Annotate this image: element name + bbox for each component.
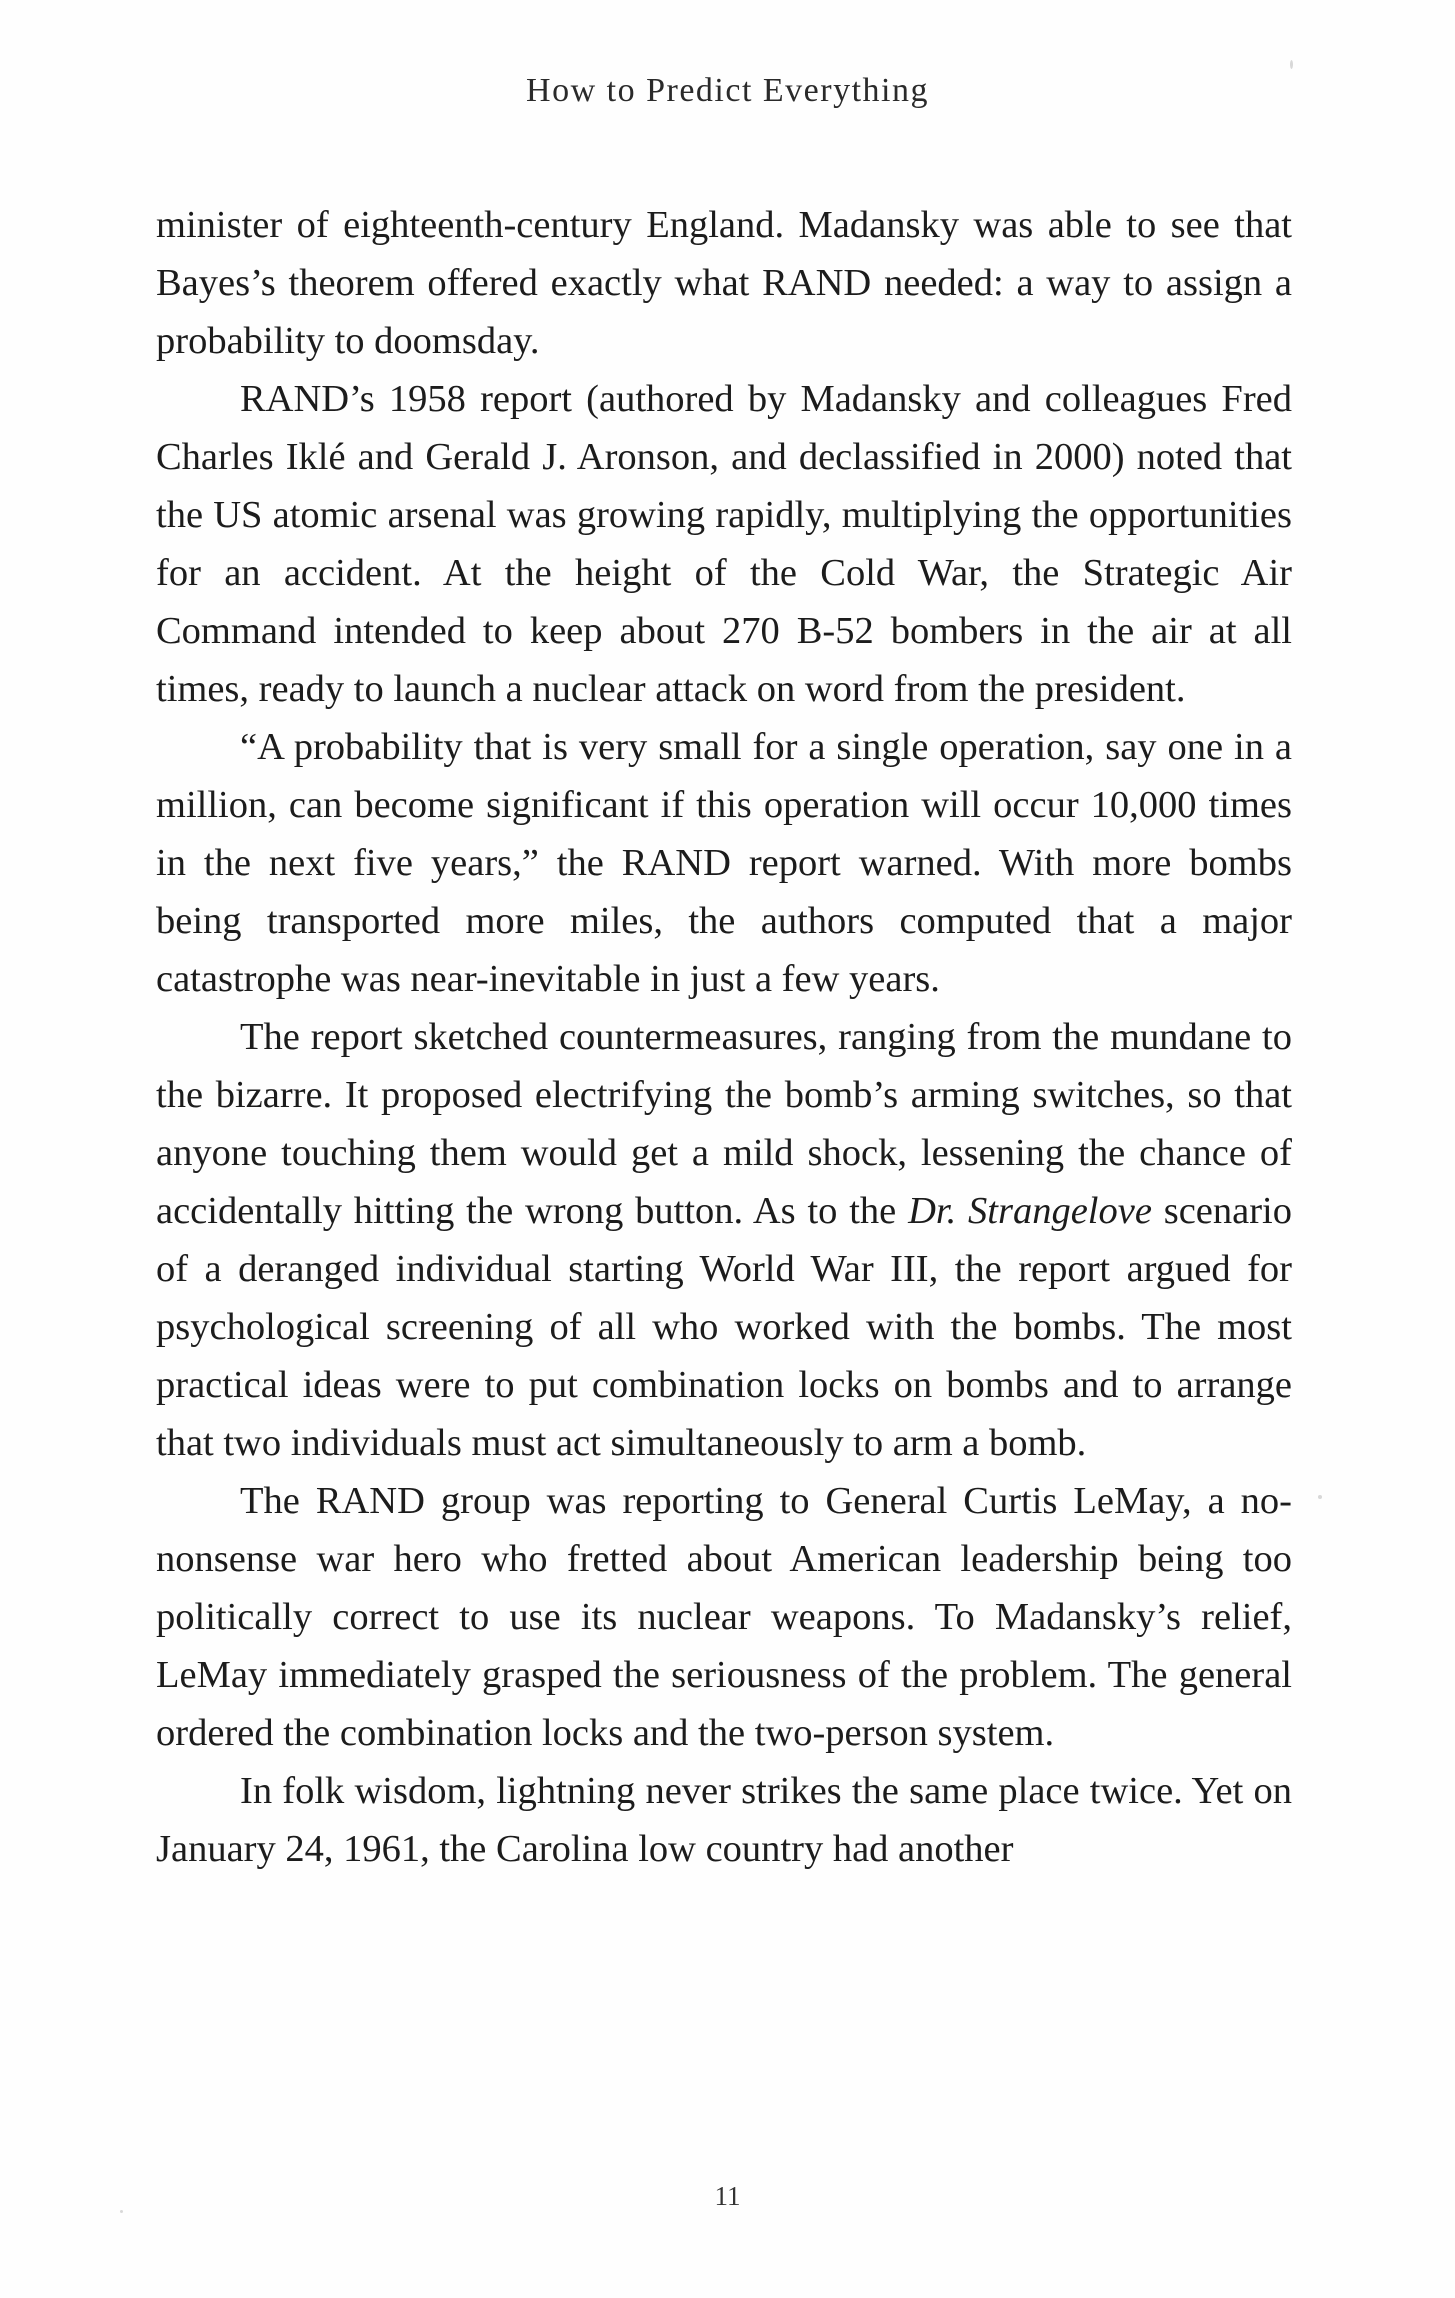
body-text: [156, 196, 1292, 1878]
paper-speck: [1318, 1495, 1322, 1499]
running-head: How to Predict Everything: [526, 72, 929, 109]
paragraph-5: The RAND group was reporting to General Curtis LeMay, a no-nonsense war hero who fretted about American leadership being too politically correct to use its nuclear weapons. To Madansky’s relief, LeMay immediately grasped the seriousness of the problem. The general ordered the combination locks and the two-person system.: [156, 1480, 1292, 1754]
film-title-italic: Dr. Strangelove: [908, 1190, 1152, 1232]
paragraph-6: In folk wisdom, lightning never strikes the same place twice. Yet on January 24, 1961, the Carolina low country had another: [156, 1770, 1292, 1870]
page-number: 11: [714, 2181, 741, 2211]
paragraph-1: minister of eighteenth-century England. Madansky was able to see that Bayes’s theorem offered exactly what RAND needed: a way to assign a probability to doomsday.: [156, 204, 1292, 362]
paper-speck: [1290, 60, 1293, 69]
paragraph-3: “A probability that is very small for a single operation, say one in a million, can become significant if this operation will occur 10,000 times in the next five years,” the RAND report warned. With more bombs being transported more miles, the authors computed that a major catastrophe was near-inevitable in just a few years.: [156, 726, 1292, 1000]
paragraph-4: [156, 1008, 1292, 1472]
paper-speck: [120, 2210, 123, 2213]
paragraph-4-text-before: The report sketched countermeasures, ranging from the mundane to the bizarre. It proposed electrifying the bomb’s arming switches, so that anyone touching them would get a mild shock, lessening the chance of accidentally hitting the wrong button. As to the: [156, 1016, 1292, 1232]
paragraph-4-text-after: scenario of a deranged individual starting World War III, the report argued for psychological screening of all who worked with the bombs. The most practical ideas were to put combination locks on bombs and to arrange that two individuals must act simultaneously to arm a bomb.: [156, 1190, 1292, 1464]
paragraph-2: RAND’s 1958 report (authored by Madansky and colleagues Fred Charles Iklé and Gerald J. Aronson, and declassified in 2000) noted that the US atomic arsenal was growing rapidly, multiplying the opportunities for an accident. At the height of the Cold War, the Strategic Air Command intended to keep about 270 B-52 bombers in the air at all times, ready to launch a nuclear attack on word from the president.: [156, 378, 1292, 710]
